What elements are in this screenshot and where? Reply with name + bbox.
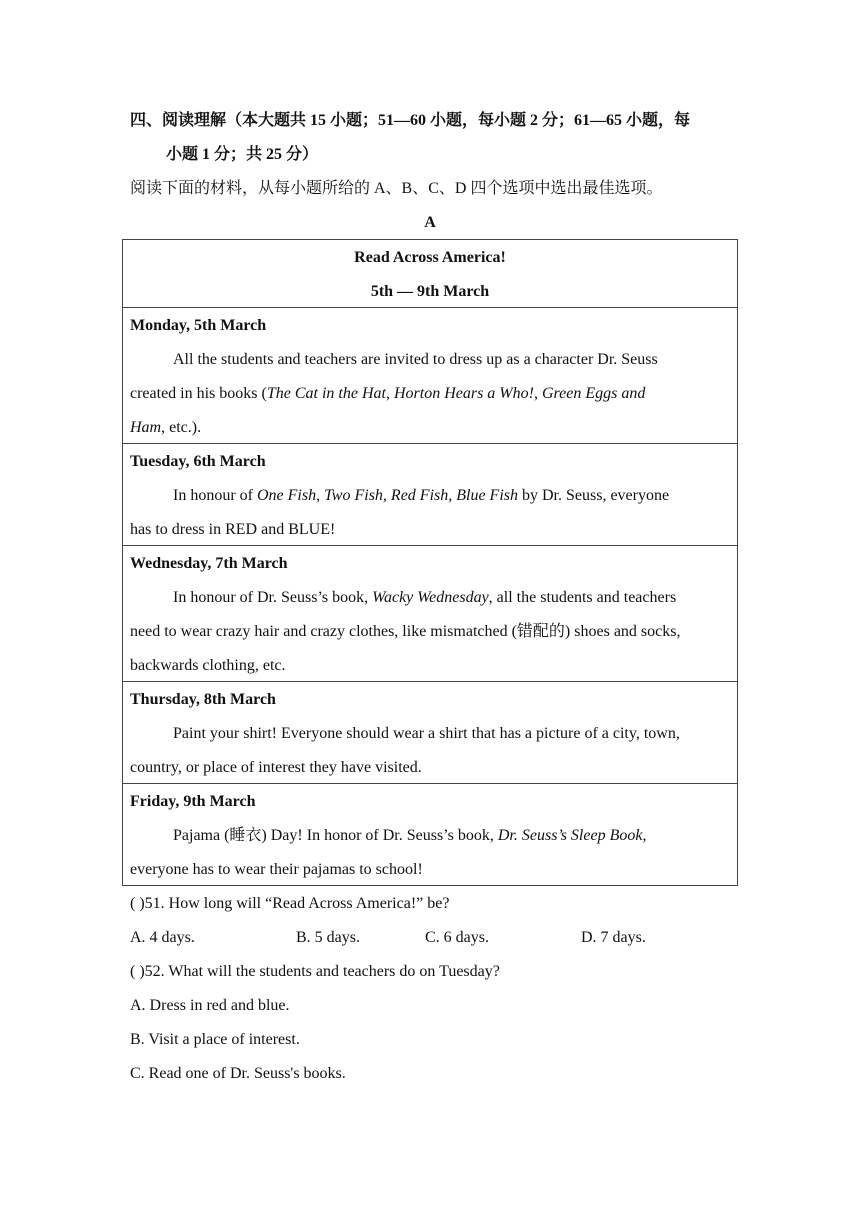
day-heading-wednesday: Wednesday, 7th March (130, 555, 288, 572)
instruction: 阅读下面的材料，从每小题所给的 A、B、C、D 四个选项中选出最佳选项。 (130, 180, 663, 197)
book-title: Green Eggs and (541, 385, 646, 402)
table-divider (122, 681, 738, 682)
day-text-line: Paint your shirt! Everyone should wear a shirt that has a picture of a city, town, (173, 725, 680, 742)
table-border-bottom (122, 885, 738, 886)
day-heading-monday: Monday, 5th March (130, 317, 267, 334)
question-52-option-c[interactable]: C. Read one of Dr. Seuss's books. (130, 1065, 346, 1082)
day-text-line: All the students and teachers are invited to dress up as a character Dr. Seuss (173, 351, 658, 368)
day-text-line: Ham, etc.). (130, 419, 202, 436)
question-51-option-c[interactable]: C. 6 days. (425, 929, 489, 946)
day-text-line: everyone has to wear their pajamas to school! (130, 861, 423, 878)
question-51-option-b[interactable]: B. 5 days. (296, 929, 360, 946)
book-title: Ham (130, 419, 162, 436)
question-51-option-d[interactable]: D. 7 days. (581, 929, 646, 946)
book-title: Horton Hears a Who! (393, 385, 534, 402)
day-text-line: In honour of Dr. Seuss’s book, Wacky Wednesday, all the students and teachers (173, 589, 677, 606)
day-text-line: country, or place of interest they have visited. (130, 759, 422, 776)
day-heading-tuesday: Tuesday, 6th March (130, 453, 266, 470)
question-51-option-a[interactable]: A. 4 days. (130, 929, 195, 946)
question-52-option-b[interactable]: B. Visit a place of interest. (130, 1031, 300, 1048)
table-divider (122, 443, 738, 444)
table-border-left (122, 239, 123, 886)
day-text-line: need to wear crazy hair and crazy clothes, like mismatched (错配的) shoes and socks, (130, 623, 681, 640)
day-text-line: has to dress in RED and BLUE! (130, 521, 336, 538)
book-title: Dr. Seuss’s Sleep Book (497, 827, 643, 844)
table-divider (122, 307, 738, 308)
day-text-line: In honour of One Fish, Two Fish, Red Fish, Blue Fish by Dr. Seuss, everyone (173, 487, 670, 504)
day-text-line: backwards clothing, etc. (130, 657, 286, 674)
book-title: The Cat in the Hat (266, 385, 386, 402)
question-52-option-a[interactable]: A. Dress in red and blue. (130, 997, 290, 1014)
table-divider (122, 545, 738, 546)
question-52-stem: ( )52. What will the students and teachers do on Tuesday? (130, 963, 500, 980)
table-dates: 5th — 9th March (370, 283, 490, 300)
table-border-right (737, 239, 738, 886)
book-title: Wacky Wednesday (372, 589, 489, 606)
day-heading-friday: Friday, 9th March (130, 793, 256, 810)
table-border-top (122, 239, 738, 240)
book-title: One Fish, Two Fish, Red Fish, Blue Fish (256, 487, 518, 504)
day-text-line: Pajama (睡衣) Day! In honor of Dr. Seuss’s book, Dr. Seuss’s Sleep Book, (173, 827, 647, 844)
question-51-stem: ( )51. How long will “Read Across America!” be? (130, 895, 450, 912)
passage-label: A (424, 214, 436, 231)
section-heading-line2: 小题 1 分；共 25 分） (166, 146, 319, 163)
day-text-line: created in his books (The Cat in the Hat, Horton Hears a Who!, Green Eggs and (130, 385, 646, 402)
day-heading-thursday: Thursday, 8th March (130, 691, 276, 708)
section-heading-line1: 四、阅读理解（本大题共 15 小题；51—60 小题，每小题 2 分；61—65 小题，每 (130, 112, 691, 129)
table-title: Read Across America! (354, 249, 506, 266)
table-divider (122, 783, 738, 784)
